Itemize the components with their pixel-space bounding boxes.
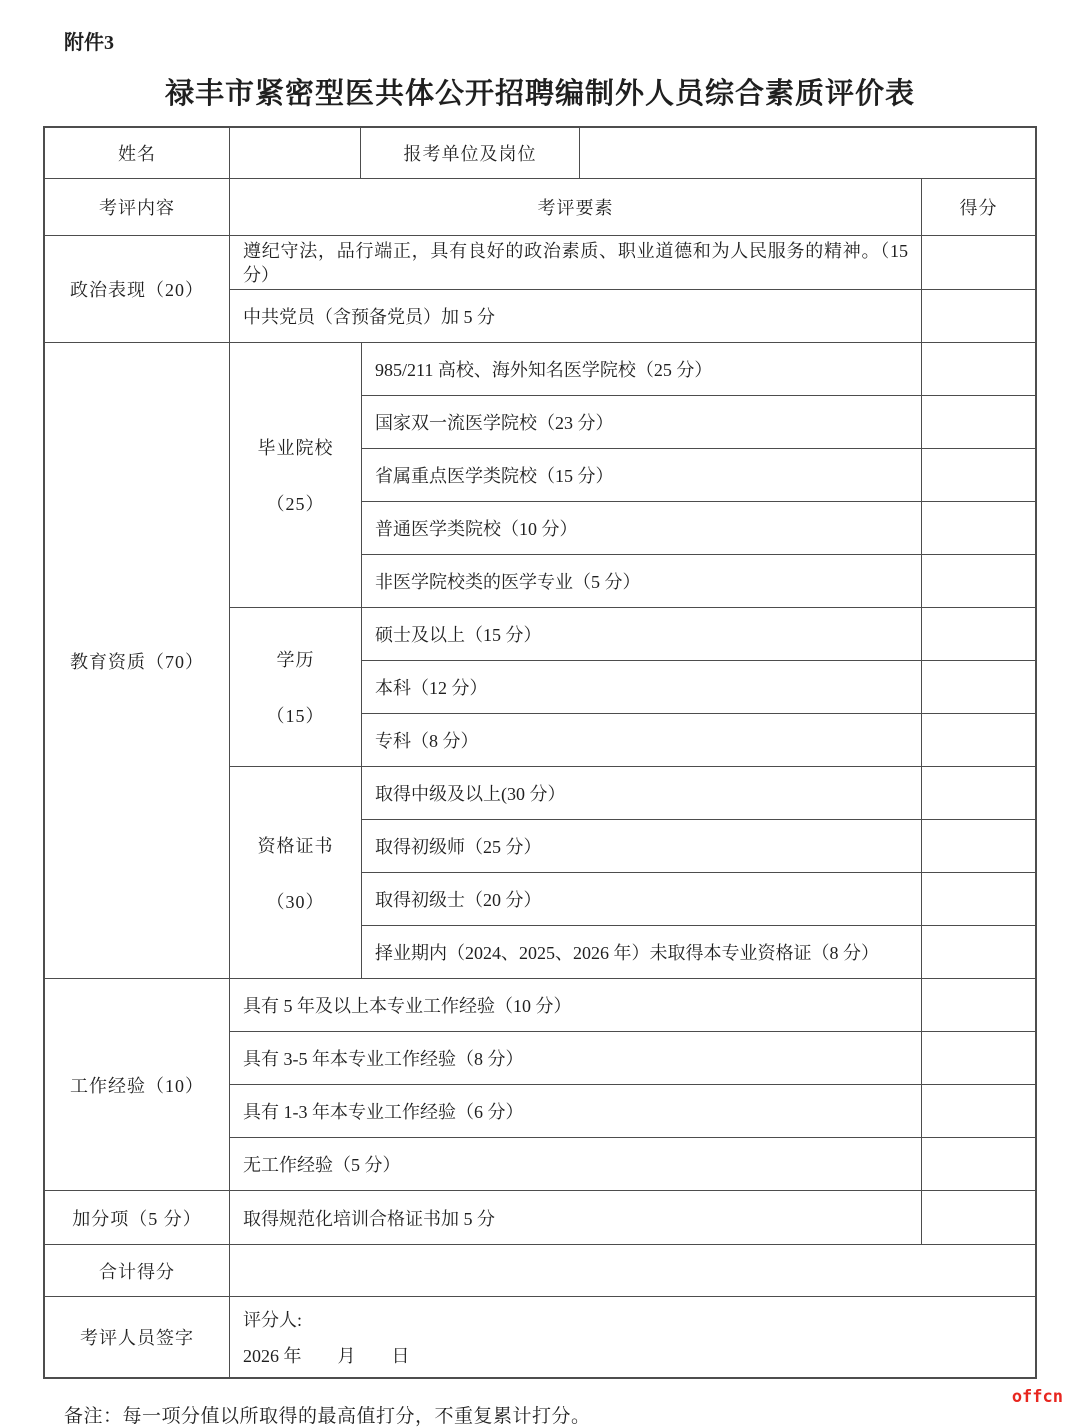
criterion-cell: 取得初级师（25 分） [375, 837, 542, 857]
criterion-cell: 普通医学类院校（10 分） [375, 519, 578, 539]
table-row [230, 289, 1035, 342]
table-row [362, 819, 1035, 872]
table-row [230, 979, 1035, 1031]
position-label: 报考单位及岗位 [360, 128, 579, 178]
signer-line: 评分人: [243, 1310, 303, 1331]
table-row [362, 608, 1035, 660]
evaluation-table [43, 126, 1037, 1379]
edu-group-certificate [230, 766, 1035, 978]
criterion-cell: 硕士及以上（15 分） [375, 625, 542, 645]
name-value-cell [229, 128, 360, 178]
criterion-cell: 中共党员（含预备党员）加 5 分 [243, 307, 495, 327]
signature-row [45, 1296, 1035, 1377]
table-row [230, 236, 1035, 289]
school-subcategory-label [230, 343, 361, 607]
table-row [362, 501, 1035, 554]
score-cell [921, 608, 1035, 660]
element-column-header: 考评要素 [229, 179, 921, 235]
criterion-cell: 专科（8 分） [375, 731, 479, 751]
offcn-watermark: offcn [1011, 1387, 1063, 1407]
criterion-cell: 省属重点医学类院校（15 分） [375, 466, 614, 486]
signature-label: 考评人员签字 [80, 1328, 194, 1348]
criterion-cell: 国家双一流医学院校（23 分） [375, 413, 614, 433]
certificate-subcategory-label [230, 767, 361, 978]
criterion-cell: 非医学院校类的医学专业（5 分） [375, 572, 641, 592]
score-cell [921, 873, 1035, 925]
score-cell [921, 396, 1035, 448]
bonus-section-label: 加分项（5 分） [72, 1208, 202, 1229]
score-cell [921, 926, 1035, 978]
date-line: 2026 年 月 日 [243, 1345, 410, 1366]
section-education [45, 342, 1035, 978]
criterion-cell: 取得中级及以上(30 分） [375, 784, 566, 804]
criterion-cell: 具有 5 年及以上本专业工作经验（10 分） [243, 996, 572, 1016]
criterion-cell: 具有 1-3 年本专业工作经验（6 分） [243, 1102, 524, 1122]
score-cell [921, 1138, 1035, 1190]
table-row [230, 1084, 1035, 1137]
score-cell [921, 343, 1035, 395]
edu-group-degree [230, 607, 1035, 766]
score-cell [921, 449, 1035, 501]
table-row [362, 767, 1035, 819]
score-cell [921, 1032, 1035, 1084]
table-row [362, 343, 1035, 395]
content-column-header: 考评内容 [99, 198, 175, 218]
education-section-label: 教育资质（70） [70, 651, 204, 672]
section-work [45, 978, 1035, 1190]
criterion-cell: 本科（12 分） [375, 678, 488, 698]
table-row [362, 660, 1035, 713]
table-row [362, 395, 1035, 448]
score-cell [921, 555, 1035, 607]
total-label: 合计得分 [99, 1261, 175, 1282]
name-label: 姓名 [118, 144, 156, 164]
bonus-row [45, 1190, 1035, 1244]
column-header-row [45, 178, 1035, 235]
subcategory-points: （15） [266, 706, 325, 726]
score-cell [921, 661, 1035, 713]
table-row [362, 872, 1035, 925]
political-section-label: 政治表现（20） [70, 280, 204, 300]
table-row [362, 713, 1035, 766]
score-cell [921, 1191, 1035, 1244]
criterion-cell: 具有 3-5 年本专业工作经验（8 分） [243, 1049, 524, 1069]
subcategory-points: （25） [266, 494, 325, 514]
page-title: 禄丰市紧密型医共体公开招聘编制外人员综合素质评价表 [164, 78, 915, 110]
criterion-cell: 无工作经验（5 分） [243, 1155, 401, 1175]
criterion-cell: 985/211 高校、海外知名医学院校（25 分） [375, 360, 713, 380]
section-political [45, 235, 1035, 342]
subcategory-name: 毕业院校 [257, 438, 334, 458]
table-row [230, 1031, 1035, 1084]
subcategory-points: （30） [266, 891, 325, 912]
score-cell [921, 820, 1035, 872]
table-row [362, 925, 1035, 978]
score-cell [921, 979, 1035, 1031]
work-section-label: 工作经验（10） [70, 1075, 204, 1096]
score-cell [921, 767, 1035, 819]
score-cell [921, 714, 1035, 766]
attachment-label: 附件3 [64, 32, 114, 54]
criterion-cell: 取得规范化培训合格证书加 5 分 [229, 1191, 921, 1244]
total-row [45, 1244, 1035, 1296]
criterion-cell: 取得初级士（20 分） [375, 890, 542, 910]
criterion-cell: 遵纪守法，品行端正，具有良好的政治素质、职业道德和为人民服务的精神。（15 分） [243, 241, 908, 285]
total-value-cell [229, 1245, 1035, 1296]
position-value-cell [579, 128, 1035, 178]
edu-group-school [230, 343, 1035, 607]
signature-cell [229, 1297, 1035, 1377]
score-cell [921, 502, 1035, 554]
subcategory-name: 资格证书 [257, 835, 334, 856]
degree-subcategory-label [230, 608, 361, 766]
criterion-cell: 择业期内（2024、2025、2026 年）未取得本专业资格证（8 分） [375, 943, 879, 963]
name-row [45, 128, 1035, 178]
footer-note: 备注：每一项分值以所取得的最高值打分，不重复累计打分。 [64, 1406, 591, 1427]
score-cell [921, 290, 1035, 342]
score-cell [921, 1085, 1035, 1137]
table-row [362, 448, 1035, 501]
score-cell [921, 236, 1035, 289]
subcategory-name: 学历 [276, 650, 315, 670]
table-row [362, 554, 1035, 607]
table-row [230, 1137, 1035, 1190]
score-column-header: 得分 [921, 179, 1035, 235]
